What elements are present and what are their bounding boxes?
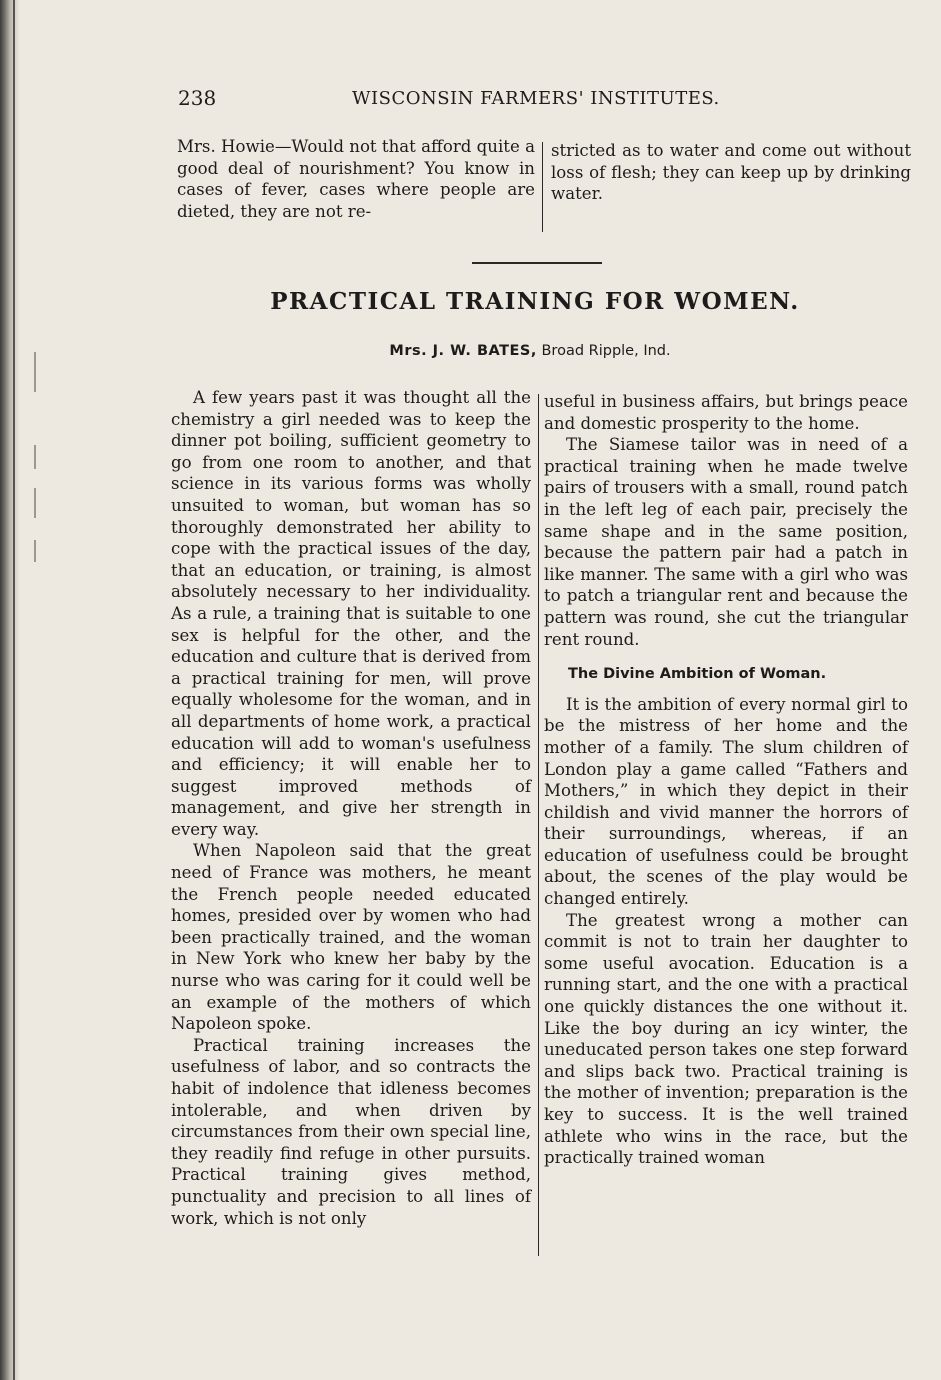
- byline: [300, 343, 760, 359]
- author-name: Mrs. J. W. BATES,: [389, 343, 537, 359]
- margin-mark: [34, 445, 36, 469]
- paragraph: useful in business affairs, but brings peace and domestic prosperity to the home.: [544, 392, 908, 433]
- article-left-column: [171, 387, 531, 1229]
- carryover-left-text: Mrs. Howie—Would not that afford quite a good deal of nourishment? You know in cases of fever, cases where people are dieted, they are not re-: [177, 137, 535, 221]
- article-title: PRACTICAL TRAINING FOR WOMEN.: [270, 288, 800, 315]
- spine-edge-line: [13, 0, 15, 1380]
- paragraph: When Napoleon said that the great need of France was mothers, he meant the French people needed educated homes, presided over by women who had been practically trained, and the woman in New York who knew her baby by the nurse who was caring for it could well be an example of the mothers of which Napoleon spoke.: [171, 841, 531, 1034]
- paragraph: It is the ambition of every normal girl to be the mistress of her home and the mother of a family. The slum children of London play a game called “Fathers and Mothers,” in which they depict in their childish and vivid manner the horrors of their surroundings, whereas, if an education of usefulness could be brought about, the scenes of the play would be changed entirely.: [544, 694, 908, 909]
- margin-mark: [34, 488, 36, 518]
- section-subheading: The Divine Ambition of Woman.: [568, 666, 827, 683]
- article-right-column: [544, 391, 908, 1169]
- paragraph: The Siamese tailor was in need of a practical training when he made twelve pairs of trousers with a small, round patch in the left leg of each pair, precisely the same shape and in the same position, because the pattern pair had a patch in like manner. The same with a girl who was to patch a triangular rent and because the pattern was round, she cut the triangular rent round.: [544, 435, 908, 649]
- author-location: Broad Ripple, Ind.: [541, 343, 671, 359]
- margin-mark: [34, 540, 36, 562]
- running-head: [178, 86, 748, 112]
- page-number: 238: [178, 86, 217, 110]
- book-spine-shadow: [0, 0, 20, 1380]
- paragraph: The greatest wrong a mother can commit is not to train her daughter to some useful avocation. Education is a running start, and the one with a practical one quickly distances the one without it. Like the boy during an icy winter, the uneducated person takes one step forward and slips back two. Practical training is the mother of invention; preparation is the key to success. It is the well trained athlete who wins in the race, but the practically trained woman: [544, 910, 908, 1168]
- journal-title: WISCONSIN FARMERS' INSTITUTES.: [352, 88, 720, 109]
- column-divider: [542, 142, 543, 232]
- carryover-right-text: stricted as to water and come out without loss of flesh; they can keep up by drinking water.: [551, 141, 911, 204]
- paragraph: A few years past it was thought all the chemistry a girl needed was to keep the dinner pot boiling, sufficient geometry to go from one room to another, and that science in its various forms was wholly unsuited to woman, but woman has so thoroughly demonstrated her ability to cope with the practical issues of the day, that an education, or training, is almost absolutely necessary to her individuality. As a rule, a training that is suitable to one sex is helpful for the other, and the education and culture that is derived from a practical training for men, will prove equally wholesome for the woman, and in all departments of home work, a practical education will add to woman's usefulness and efficiency; it will enable her to suggest improved methods of management, and give her strength in every way.: [171, 388, 531, 839]
- column-divider: [538, 394, 539, 1256]
- margin-mark: [34, 352, 36, 392]
- paragraph: Practical training increases the usefulness of labor, and so contracts the habit of indolence that idleness becomes intolerable, and when driven by circumstances from their own special line, they readily find refuge in other pursuits. Practical training gives method, punctuality and precision to all lines of work, which is not only: [171, 1035, 531, 1228]
- carryover-right-column: [551, 140, 911, 205]
- carryover-left-column: [177, 136, 535, 222]
- section-separator-rule: [472, 262, 602, 264]
